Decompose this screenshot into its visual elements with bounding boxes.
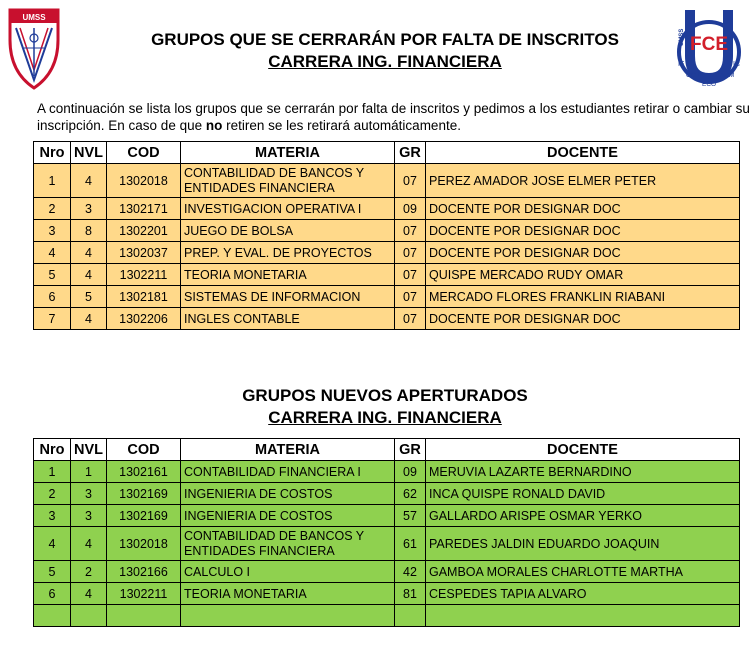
fce-ring-umss: UMSS (679, 28, 685, 46)
table-header-row (34, 439, 740, 461)
cell-nvl: 4 (71, 264, 107, 286)
new-groups-subtitle: CARRERA ING. FINANCIERA (268, 408, 502, 427)
fce-ring-ic: IC (733, 61, 740, 68)
header-materia: MATERIA (181, 142, 395, 164)
cell-materia: CONTABILIDAD DE BANCOS Y ENTIDADES FINANCIERA (181, 527, 395, 561)
table-row (34, 505, 740, 527)
new-groups-table (33, 438, 740, 627)
cell-cod: 1302018 (107, 527, 181, 561)
cell-docente: PAREDES JALDIN EDUARDO JOAQUIN (426, 527, 740, 561)
cell-nvl: 4 (71, 527, 107, 561)
header-nro: Nro (34, 439, 71, 461)
cell-nro: 5 (34, 561, 71, 583)
cell-docente: QUISPE MERCADO RUDY OMAR (426, 264, 740, 286)
cell-gr: 81 (395, 583, 426, 605)
cell-materia: TEORIA MONETARIA (181, 264, 395, 286)
cell-gr: 62 (395, 483, 426, 505)
cell-docente: DOCENTE POR DESIGNAR DOC (426, 198, 740, 220)
cell-docente (426, 605, 740, 627)
cell-cod: 1302206 (107, 308, 181, 330)
cell-docente: DOCENTE POR DESIGNAR DOC (426, 308, 740, 330)
cell-nro: 7 (34, 308, 71, 330)
table-row (34, 220, 740, 242)
table-row (34, 308, 740, 330)
table-row (34, 561, 740, 583)
cell-docente: GAMBOA MORALES CHARLOTTE MARTHA (426, 561, 740, 583)
cell-materia: INVESTIGACION OPERATIVA I (181, 198, 395, 220)
header-nvl: NVL (71, 142, 107, 164)
cell-materia: INGENIERIA DE COSTOS (181, 505, 395, 527)
cell-cod (107, 605, 181, 627)
cell-nro: 4 (34, 242, 71, 264)
table-row (34, 461, 740, 483)
cell-materia: SISTEMAS DE INFORMACION (181, 286, 395, 308)
header-materia: MATERIA (181, 439, 395, 461)
cell-gr: 09 (395, 461, 426, 483)
intro-text-after: retiren se les retirará automáticamente. (222, 118, 461, 133)
header-nvl: NVL (71, 439, 107, 461)
cell-nro: 3 (34, 505, 71, 527)
cell-nvl: 2 (71, 561, 107, 583)
cell-materia: TEORIA MONETARIA (181, 583, 395, 605)
umss-logo-label: UMSS (22, 13, 46, 22)
fce-ring-eco: ECO (702, 81, 717, 88)
header-docente: DOCENTE (426, 142, 740, 164)
cell-cod: 1302161 (107, 461, 181, 483)
table-header-row (34, 142, 740, 164)
cell-nro: 5 (34, 264, 71, 286)
cell-docente: DOCENTE POR DESIGNAR DOC (426, 242, 740, 264)
cell-nvl: 4 (71, 164, 107, 198)
cell-gr: 07 (395, 242, 426, 264)
intro-text-before: A continuación se lista los grupos que se cerrarán por falta de inscritos y pedimos a los estudiantes retirar o cambiar su inscripción. En caso de que (37, 101, 750, 133)
cell-materia: CONTABILIDAD DE BANCOS Y ENTIDADES FINANCIERA (181, 164, 395, 198)
cell-nvl: 3 (71, 505, 107, 527)
closed-groups-table (33, 141, 740, 330)
header-cod: COD (107, 439, 181, 461)
cell-cod: 1302018 (107, 164, 181, 198)
cell-nro: 6 (34, 286, 71, 308)
cell-materia: CALCULO I (181, 561, 395, 583)
table-row (34, 242, 740, 264)
cell-cod: 1302211 (107, 583, 181, 605)
table-row (34, 264, 740, 286)
closed-groups-title: GRUPOS QUE SE CERRARÁN POR FALTA DE INSCRITOS (151, 30, 619, 49)
table-row (34, 583, 740, 605)
cell-gr: 07 (395, 220, 426, 242)
cell-nvl (71, 605, 107, 627)
cell-gr: 61 (395, 527, 426, 561)
cell-docente: PEREZ AMADOR JOSE ELMER PETER (426, 164, 740, 198)
table-row (34, 483, 740, 505)
table-row (34, 164, 740, 198)
cell-nvl: 3 (71, 198, 107, 220)
table-row (34, 198, 740, 220)
cell-docente: CESPEDES TAPIA ALVARO (426, 583, 740, 605)
cell-nvl: 8 (71, 220, 107, 242)
cell-nvl: 1 (71, 461, 107, 483)
cell-cod: 1302201 (107, 220, 181, 242)
cell-materia: INGENIERIA DE COSTOS (181, 483, 395, 505)
cell-docente: GALLARDO ARISPE OSMAR YERKO (426, 505, 740, 527)
header-cod: COD (107, 142, 181, 164)
table-row (34, 527, 740, 561)
cell-materia: JUEGO DE BOLSA (181, 220, 395, 242)
fce-ring-adm: ADM (720, 72, 735, 79)
new-groups-title: GRUPOS NUEVOS APERTURADOS (242, 386, 528, 405)
cell-cod: 1302169 (107, 483, 181, 505)
cell-gr: 09 (395, 198, 426, 220)
fce-ring-if: IF (678, 61, 685, 68)
cell-docente: INCA QUISPE RONALD DAVID (426, 483, 740, 505)
cell-cod: 1302171 (107, 198, 181, 220)
cell-nro: 6 (34, 583, 71, 605)
cell-nvl: 4 (71, 583, 107, 605)
cell-nvl: 4 (71, 308, 107, 330)
header-gr: GR (395, 439, 426, 461)
cell-nro: 2 (34, 198, 71, 220)
cell-gr: 07 (395, 286, 426, 308)
cell-docente: MERCADO FLORES FRANKLIN RIABANI (426, 286, 740, 308)
cell-nro: 1 (34, 461, 71, 483)
header-docente: DOCENTE (426, 439, 740, 461)
cell-cod: 1302169 (107, 505, 181, 527)
fce-ring-ccp: CCP (686, 72, 700, 79)
cell-gr: 57 (395, 505, 426, 527)
closed-groups-heading (40, 29, 730, 73)
cell-nvl: 5 (71, 286, 107, 308)
cell-gr: 07 (395, 308, 426, 330)
cell-gr (395, 605, 426, 627)
intro-paragraph (37, 100, 752, 134)
cell-cod: 1302037 (107, 242, 181, 264)
cell-cod: 1302181 (107, 286, 181, 308)
new-groups-heading (40, 385, 730, 429)
cell-nro: 2 (34, 483, 71, 505)
header-gr: GR (395, 142, 426, 164)
cell-gr: 07 (395, 164, 426, 198)
cell-nro: 3 (34, 220, 71, 242)
cell-materia: INGLES CONTABLE (181, 308, 395, 330)
cell-docente: MERUVIA LAZARTE BERNARDINO (426, 461, 740, 483)
table-row-empty (34, 605, 740, 627)
closed-groups-subtitle: CARRERA ING. FINANCIERA (268, 52, 502, 71)
cell-nro: 1 (34, 164, 71, 198)
cell-materia: CONTABILIDAD FINANCIERA I (181, 461, 395, 483)
fce-logo-letters: FCE (690, 34, 728, 55)
cell-nro: 4 (34, 527, 71, 561)
table-row (34, 286, 740, 308)
cell-docente: DOCENTE POR DESIGNAR DOC (426, 220, 740, 242)
cell-cod: 1302166 (107, 561, 181, 583)
header-nro: Nro (34, 142, 71, 164)
cell-nro (34, 605, 71, 627)
cell-cod: 1302211 (107, 264, 181, 286)
cell-gr: 42 (395, 561, 426, 583)
intro-text-bold: no (205, 118, 223, 133)
cell-materia: PREP. Y EVAL. DE PROYECTOS (181, 242, 395, 264)
cell-nvl: 3 (71, 483, 107, 505)
cell-nvl: 4 (71, 242, 107, 264)
cell-materia (181, 605, 395, 627)
cell-gr: 07 (395, 264, 426, 286)
